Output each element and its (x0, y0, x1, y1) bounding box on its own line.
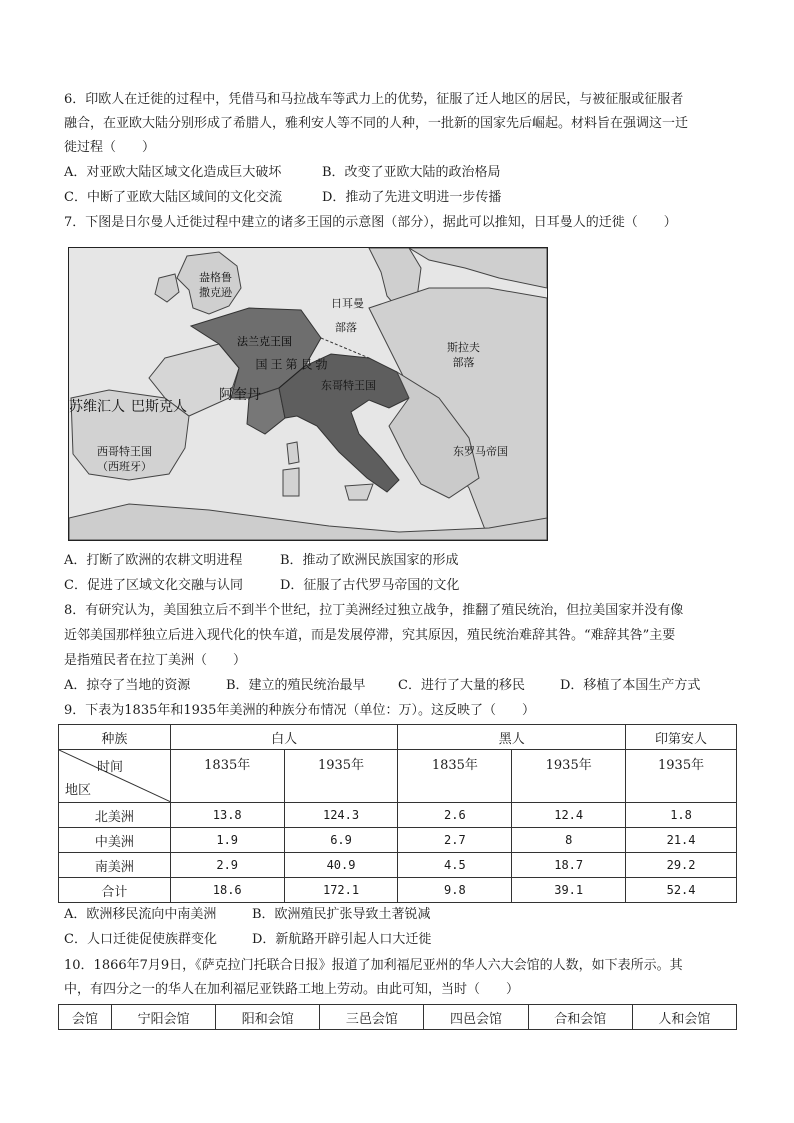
map-label-slav: 斯拉夫 部落 (447, 341, 480, 369)
diagonal-header-cell (59, 750, 171, 803)
q7-option-a[interactable]: A．打断了欧洲的农耕文明进程 (64, 553, 243, 568)
diag-label-region: 地区 (65, 783, 92, 798)
q8-option-c[interactable]: C．进行了大量的移民 (398, 678, 525, 693)
table-row (59, 878, 737, 903)
map-label-eastern-roman-empire: 东罗马帝国 (453, 445, 508, 458)
region-cell: 合计 (59, 878, 171, 903)
value-cell: 8 (512, 828, 626, 853)
q8-option-a[interactable]: A．掠夺了当地的资源 (64, 678, 191, 693)
value-cell: 1.9 (170, 828, 284, 853)
q7-option-c[interactable]: C．促进了区域文化交融与认同 (64, 578, 243, 593)
value-cell: 13.8 (170, 803, 284, 828)
population-table (58, 724, 737, 903)
q9-option-a[interactable]: A．欧洲移民流向中南美洲 (64, 907, 217, 922)
assoc-header-cell: 人和会馆 (632, 1005, 736, 1030)
q7-option-b[interactable]: B．推动了欧洲民族国家的形成 (280, 553, 459, 568)
map-label-germanic: 日耳曼 (331, 297, 364, 310)
map-label-tribe: 部落 (335, 321, 357, 334)
year-header: 1835年 (398, 750, 512, 803)
region-cell: 中美洲 (59, 828, 171, 853)
year-header: 1935年 (284, 750, 398, 803)
q7-option-d[interactable]: D．征服了古代罗马帝国的文化 (280, 578, 460, 593)
header-white: 白人 (170, 725, 398, 750)
value-cell: 29.2 (626, 853, 737, 878)
value-cell: 52.4 (626, 878, 737, 903)
q9-stem: 9．下表为1835年和1935年美洲的种族分布情况（单位：万）。这反映了（ ） (64, 703, 535, 718)
value-cell: 124.3 (284, 803, 398, 828)
map-label-frankish-kingdom: 法兰克王国 (237, 335, 292, 348)
map-label-anglo-saxon: 盎格鲁 撒克逊 (199, 271, 232, 299)
germanic-kingdoms-map (68, 247, 548, 541)
map-label-burgundy: 勃 艮 第 王 国 (254, 358, 328, 370)
year-header: 1935年 (626, 750, 737, 803)
value-cell: 18.7 (512, 853, 626, 878)
value-cell: 39.1 (512, 878, 626, 903)
value-cell: 2.7 (398, 828, 512, 853)
q6-stem-line-1: 6．印欧人在迁徙的过程中，凭借马和马拉战车等武力上的优势，征服了迁人地区的居民，与被征服或征服者 (64, 92, 684, 107)
q10-stem-line-1: 10．1866年7月9日，《萨克拉门托联合日报》报道了加利福尼亚州的华人六大会馆的人数，如下表所示。其 (64, 958, 683, 973)
assoc-header-cell: 合和会馆 (528, 1005, 632, 1030)
header-indigenous: 印第安人 (626, 725, 737, 750)
q6-option-d[interactable]: D．推动了先进文明进一步传播 (322, 190, 502, 205)
value-cell: 9.8 (398, 878, 512, 903)
map-label-suebi: 苏维汇人 (69, 399, 125, 415)
assoc-header-cell: 四邑会馆 (424, 1005, 528, 1030)
diag-label-time: 时间 (97, 760, 124, 775)
region-cell: 北美洲 (59, 803, 171, 828)
value-cell: 21.4 (626, 828, 737, 853)
table-row (59, 853, 737, 878)
assoc-header-cell: 宁阳会馆 (112, 1005, 216, 1030)
q6-stem-line-2: 融合，在亚欧大陆分别形成了希腊人，雅利安人等不同的人种，一批新的国家先后崛起。材料旨在强调这一迁 (64, 116, 689, 131)
q8-stem-line-2: 近邻美国那样独立后进入现代化的快车道，而是发展停滞，究其原因，殖民统治难辞其咎。“难辞其咎”主要 (64, 628, 676, 643)
table-row (59, 828, 737, 853)
q10-stem-line-2: 中，有四分之一的华人在加利福尼亚铁路工地上劳动。由此可知，当时（ ） (64, 982, 520, 997)
q6-option-c[interactable]: C．中断了亚欧大陆区域间的文化交流 (64, 190, 282, 205)
table-row (59, 803, 737, 828)
value-cell: 12.4 (512, 803, 626, 828)
value-cell: 2.6 (398, 803, 512, 828)
value-cell: 40.9 (284, 853, 398, 878)
q9-option-d[interactable]: D．新航路开辟引起人口大迁徙 (252, 932, 432, 947)
map-label-aquitaine: 阿奎丹 (219, 387, 261, 403)
header-race: 种族 (59, 725, 171, 750)
assoc-header-cell: 阳和会馆 (216, 1005, 320, 1030)
year-header: 1835年 (170, 750, 284, 803)
association-table (58, 1004, 737, 1030)
q8-option-b[interactable]: B．建立的殖民统治最早 (226, 678, 366, 693)
value-cell: 18.6 (170, 878, 284, 903)
value-cell: 1.8 (626, 803, 737, 828)
q6-stem-line-3: 徙过程（ ） (64, 140, 156, 155)
header-black: 黑人 (398, 725, 626, 750)
q8-stem-line-3: 是指殖民者在拉丁美洲（ ） (64, 653, 247, 668)
q6-option-b[interactable]: B．改变了亚欧大陆的政治格局 (322, 165, 501, 180)
q9-option-c[interactable]: C．人口迁徙促使族群变化 (64, 932, 217, 947)
value-cell: 172.1 (284, 878, 398, 903)
q8-option-d[interactable]: D．移植了本国生产方式 (560, 678, 701, 693)
value-cell: 2.9 (170, 853, 284, 878)
map-label-ostrogothic-kingdom: 东哥特王国 (321, 379, 376, 392)
q8-stem-line-1: 8．有研究认为，美国独立后不到半个世纪，拉丁美洲经过独立战争，推翻了殖民统治，但拉美国家并没有像 (64, 603, 684, 618)
region-cell: 南美洲 (59, 853, 171, 878)
assoc-header-cell: 三邑会馆 (320, 1005, 424, 1030)
map-graphic (69, 248, 547, 540)
assoc-header-cell: 会馆 (59, 1005, 112, 1030)
q7-stem: 7．下图是日尔曼人迁徙过程中建立的诸多王国的示意图（部分），据此可以推知，日耳曼人的迁徙（ ） (64, 215, 677, 230)
q9-option-b[interactable]: B．欧洲殖民扩张导致土著锐减 (252, 907, 431, 922)
map-label-basques: 巴斯克人 (131, 399, 187, 415)
year-header: 1935年 (512, 750, 626, 803)
value-cell: 6.9 (284, 828, 398, 853)
map-label-visigothic-kingdom: 西哥特王国 （西班牙） (97, 445, 152, 473)
value-cell: 4.5 (398, 853, 512, 878)
q6-option-a[interactable]: A．对亚欧大陆区域文化造成巨大破坏 (64, 165, 282, 180)
